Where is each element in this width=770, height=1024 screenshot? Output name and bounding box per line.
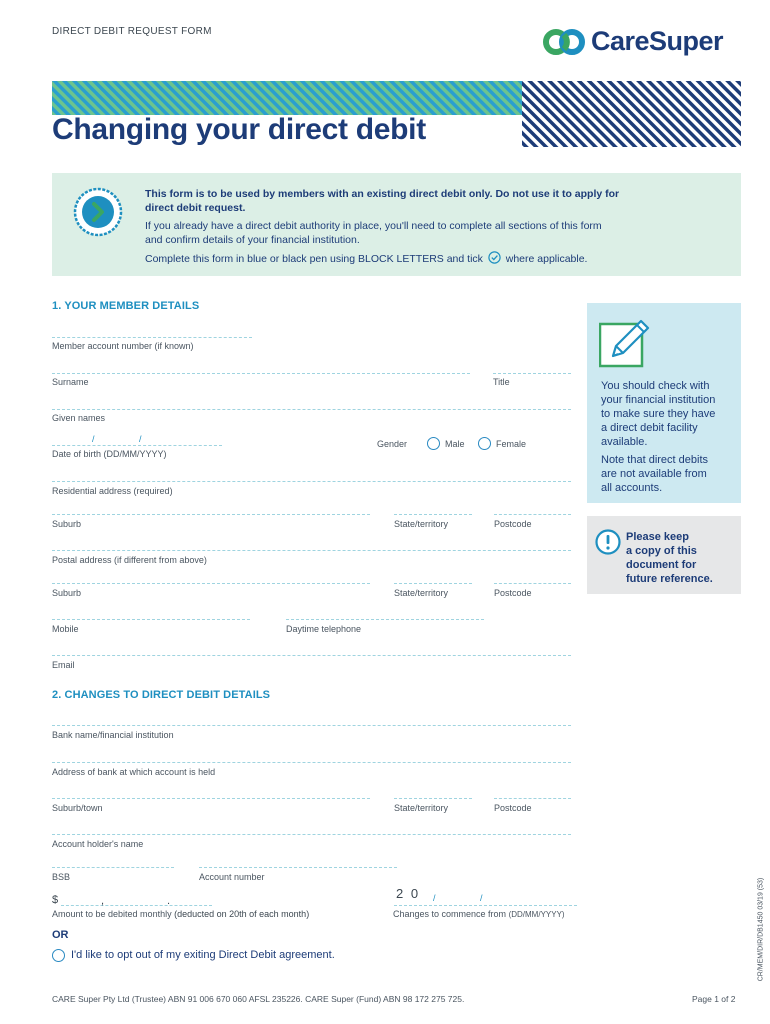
year-prefix: 2 0 xyxy=(396,886,421,901)
note-text xyxy=(601,453,708,495)
state-label: State/territory xyxy=(394,519,449,529)
email-label: Email xyxy=(52,660,75,670)
postal-address-label: Postal address (if different from above) xyxy=(52,555,207,565)
given-names-label: Given names xyxy=(52,413,106,423)
email-field[interactable] xyxy=(52,655,571,656)
surname-label: Surname xyxy=(52,377,89,387)
amount-comma: , xyxy=(101,895,105,907)
bsb-label: BSB xyxy=(52,872,71,882)
amount-label-text: Amount to be debited monthly xyxy=(52,909,172,919)
opt-out-label: I'd like to opt out of my exiting Direct Debit agreement. xyxy=(71,949,335,961)
account-holder-label: Account holder's name xyxy=(52,839,144,849)
bank-postcode-label: Postcode xyxy=(494,803,532,813)
suburb-field[interactable] xyxy=(52,514,370,515)
bank-state-label: State/territory xyxy=(394,803,449,813)
dob-separator-1: / xyxy=(92,434,95,444)
keep-line-1: Please keep xyxy=(626,531,689,543)
arrow-circle-icon xyxy=(72,186,124,238)
suburb-town-label: Suburb/town xyxy=(52,803,103,813)
suburb-town-field[interactable] xyxy=(52,798,370,799)
gender-label: Gender xyxy=(377,439,408,449)
intro-line-2: direct debit request. xyxy=(145,202,246,214)
member-account-field[interactable] xyxy=(52,337,252,338)
amount-field[interactable] xyxy=(61,905,212,906)
or-label: OR xyxy=(52,929,69,941)
bsb-field[interactable] xyxy=(52,867,174,868)
postcode-label: Postcode xyxy=(494,519,532,529)
gender-male-radio[interactable] xyxy=(427,437,440,450)
keep-line-4: future reference. xyxy=(626,573,713,585)
surname-field[interactable] xyxy=(52,373,470,374)
title-label: Title xyxy=(493,377,510,387)
gender-female-radio[interactable] xyxy=(478,437,491,450)
commence-separator-2: / xyxy=(480,893,483,903)
note-line-1: Note that direct debits xyxy=(601,454,709,466)
check-line-5: available. xyxy=(601,436,648,448)
bank-name-field[interactable] xyxy=(52,725,571,726)
gender-male-label: Male xyxy=(445,439,465,449)
dob-separator-2: / xyxy=(139,434,142,444)
residential-address-field[interactable] xyxy=(52,481,571,482)
postal-suburb-field[interactable] xyxy=(52,583,370,584)
bank-state-field[interactable] xyxy=(394,798,472,799)
intro-line-4: and confirm details of your financial institution. xyxy=(145,234,360,246)
opt-out-checkbox[interactable] xyxy=(52,949,65,962)
caresuper-logo xyxy=(543,25,743,59)
residential-address-label: Residential address (required) xyxy=(52,486,173,496)
keep-copy-panel xyxy=(587,516,741,594)
mobile-field[interactable] xyxy=(52,619,250,620)
account-number-label: Account number xyxy=(199,872,265,882)
keep-copy-text xyxy=(626,530,713,586)
postal-state-field[interactable] xyxy=(394,583,472,584)
footer-legal: CARE Super Pty Ltd (Trustee) ABN 91 006 670 060 AFSL 235226. CARE Super (Fund) ABN 98 172 275 725. xyxy=(52,994,465,1004)
exclamation-icon xyxy=(594,528,622,556)
postal-address-field[interactable] xyxy=(52,550,571,551)
intro-line-3: If you already have a direct debit authority in place, you'll need to complete all sections of this form xyxy=(145,220,602,232)
postcode-field[interactable] xyxy=(494,514,571,515)
section-1-heading: 1. YOUR MEMBER DETAILS xyxy=(52,300,200,312)
check-line-2: your financial institution xyxy=(601,394,716,406)
suburb-label: Suburb xyxy=(52,519,82,529)
page-number: Page 1 of 2 xyxy=(692,994,736,1004)
account-holder-field[interactable] xyxy=(52,834,571,835)
page-title: Changing your direct debit xyxy=(52,113,426,146)
dollar-sign: $ xyxy=(52,894,59,906)
amount-note: (deducted on 20th of each month) xyxy=(174,909,310,919)
intro-line-5-after: where applicable. xyxy=(505,253,588,265)
account-number-field[interactable] xyxy=(199,867,397,868)
commence-separator-1: / xyxy=(433,893,436,903)
form-type-label: DIRECT DEBIT REQUEST FORM xyxy=(52,26,212,37)
commence-date-field[interactable] xyxy=(394,905,577,906)
amount-label xyxy=(52,909,309,919)
note-line-3: all accounts. xyxy=(601,482,663,494)
intro-line-5 xyxy=(145,251,587,265)
brand-name: CareSuper xyxy=(591,26,724,56)
daytime-phone-label: Daytime telephone xyxy=(286,624,362,634)
section-2-heading: 2. CHANGES TO DIRECT DEBIT DETAILS xyxy=(52,689,271,701)
postal-postcode-label: Postcode xyxy=(494,588,532,598)
intro-panel xyxy=(52,173,741,276)
member-account-label: Member account number (if known) xyxy=(52,341,194,351)
bank-name-label: Bank name/financial institution xyxy=(52,730,174,740)
tick-icon xyxy=(488,251,501,264)
bank-address-label: Address of bank at which account is held xyxy=(52,767,216,777)
bank-address-field[interactable] xyxy=(52,762,571,763)
check-line-4: a direct debit facility xyxy=(601,422,698,434)
pencil-icon xyxy=(599,315,653,369)
caresuper-logo-icon xyxy=(543,27,587,57)
check-text xyxy=(601,379,715,449)
info-panel xyxy=(587,303,741,503)
mobile-label: Mobile xyxy=(52,624,79,634)
dob-field[interactable] xyxy=(52,445,222,446)
keep-line-3: document for xyxy=(626,559,697,571)
postal-state-label: State/territory xyxy=(394,588,449,598)
check-line-3: to make sure they have xyxy=(601,408,716,420)
state-field[interactable] xyxy=(394,514,472,515)
given-names-field[interactable] xyxy=(52,409,571,410)
note-line-2: are not available from xyxy=(601,468,707,480)
intro-line-1: This form is to be used by members with an existing direct debit only. Do not use it to apply for xyxy=(145,188,620,200)
amount-decimal: . xyxy=(167,895,171,907)
intro-line-5-before: Complete this form in blue or black pen using BLOCK LETTERS and tick xyxy=(145,253,483,265)
dob-label: Date of birth (DD/MM/YYYY) xyxy=(52,449,167,459)
postal-postcode-field[interactable] xyxy=(494,583,571,584)
document-code-holder xyxy=(754,868,766,998)
title-field[interactable] xyxy=(493,373,571,374)
commence-label-text: Changes to commence from xyxy=(393,909,507,919)
keep-line-2: a copy of this xyxy=(626,545,697,557)
bank-postcode-field[interactable] xyxy=(494,798,571,799)
commence-format: (DD/MM/YYYY) xyxy=(508,910,565,919)
postal-suburb-label: Suburb xyxy=(52,588,82,598)
commence-label xyxy=(393,909,565,919)
check-line-1: You should check with xyxy=(601,380,710,392)
daytime-phone-field[interactable] xyxy=(286,619,484,620)
document-code: CR/MEM/DIR/DB1450 03/19 (53) xyxy=(757,877,765,982)
gender-female-label: Female xyxy=(496,439,527,449)
